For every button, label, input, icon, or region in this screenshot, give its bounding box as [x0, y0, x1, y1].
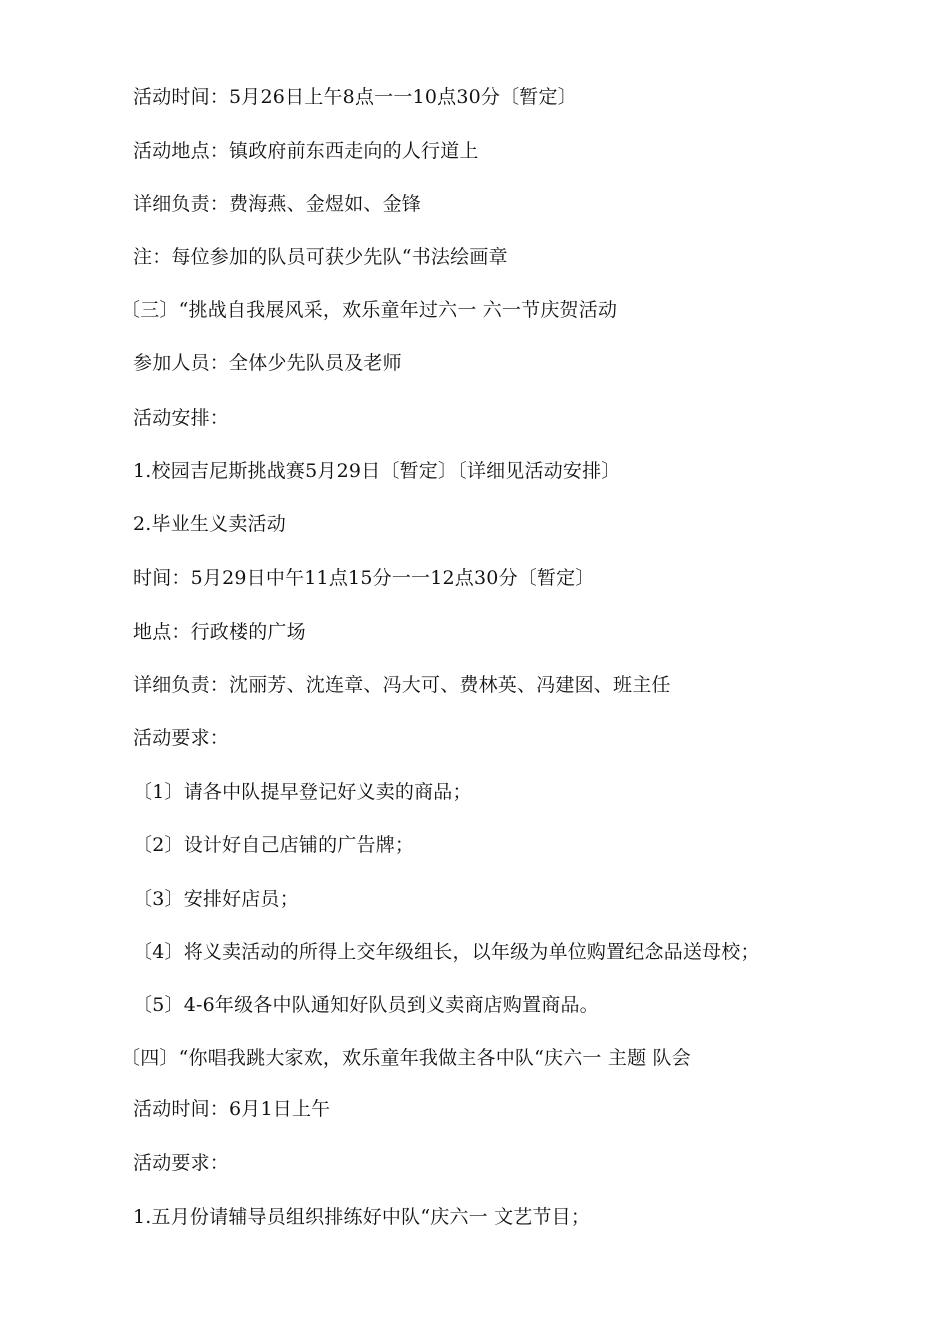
text-line: 时间：5月29日中午11点15分一一12点30分〔暂定〕 — [133, 567, 595, 589]
section-heading: 〔三〕“挑战自我展风采，欢乐童年过六一 六一节庆贺活动 — [121, 299, 618, 321]
text-line: 参加人员：全体少先队员及老师 — [133, 352, 402, 374]
list-item: 1.五月份请辅导员组织排练好中队“庆六一 文艺节目； — [133, 1206, 591, 1228]
text-line: 活动要求： — [133, 727, 230, 749]
list-item: 〔2〕设计好自己店铺的广告牌； — [133, 834, 415, 856]
list-item: 〔4〕将义卖活动的所得上交年级组长，以年级为单位购置纪念品送母校； — [133, 941, 760, 963]
text-line: 地点：行政楼的广场 — [133, 621, 306, 643]
list-item: 〔3〕安排好店员； — [133, 888, 299, 910]
list-item: 〔5〕4-6年级各中队通知好队员到义卖商店购置商品。 — [133, 994, 599, 1016]
text-line: 活动时间：5月26日上午8点一一10点30分〔暂定〕 — [133, 86, 577, 108]
text-line: 活动要求： — [133, 1152, 230, 1174]
list-item: 〔1〕请各中队提早登记好义卖的商品； — [133, 781, 472, 803]
text-line: 详细负责：费海燕、金煜如、金锋 — [133, 193, 422, 215]
text-line: 活动安排： — [133, 407, 230, 429]
text-line: 活动时间：6月1日上午 — [133, 1098, 331, 1120]
list-item: 1.校园吉尼斯挑战赛5月29日〔暂定〕〔详细见活动安排〕 — [133, 460, 621, 482]
text-line: 详细负责：沈丽芳、沈连章、冯大可、费林英、冯建囡、班主任 — [133, 674, 671, 696]
section-heading: 〔四〕“你唱我跳大家欢，欢乐童年我做主各中队“庆六一 主题 队会 — [121, 1047, 691, 1069]
text-line: 注：每位参加的队员可获少先队“书法绘画章 — [133, 246, 508, 268]
text-line: 活动地点：镇政府前东西走向的人行道上 — [133, 140, 479, 162]
list-item: 2.毕业生义卖活动 — [133, 513, 286, 535]
